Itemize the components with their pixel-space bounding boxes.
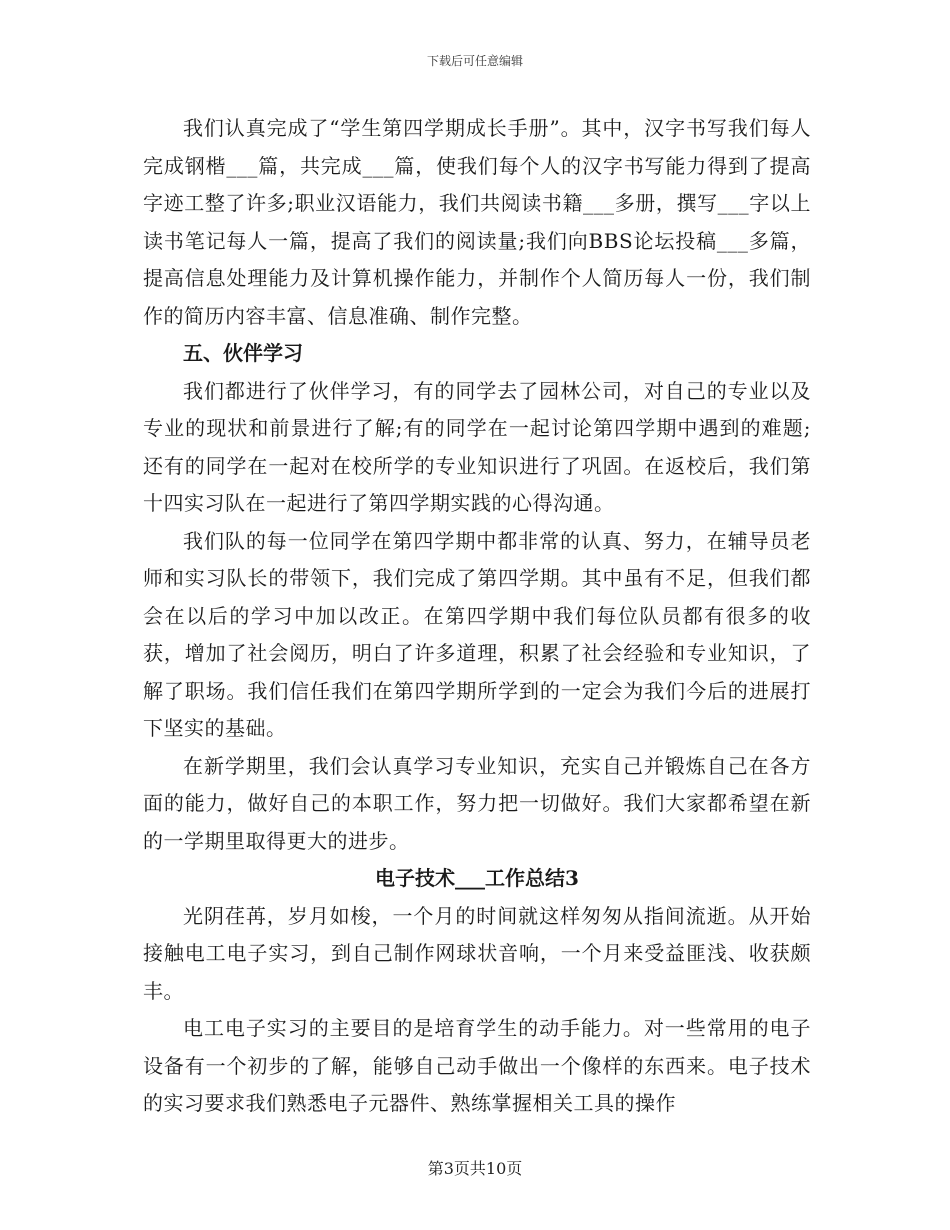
page-footer: 第3页共10页 <box>427 1159 523 1178</box>
paragraph-time-passes: 光阴荏苒，岁月如梭，一个月的时间就这样匆匆从指间流逝。从开始接触电工电子实习，到自己制作网球状音响，一个月来受益匪浅、收获颇丰。 <box>143 903 811 1003</box>
document-body <box>143 110 811 1123</box>
paragraph-growth-handbook: 我们认真完成了“学生第四学期成长手册”。其中，汉字书写我们每人完成钢楷___篇，共完成___篇，使我们每个人的汉字书写能力得到了提高字迹工整了许多;职业汉语能力，我们共阅读书籍___多册，撰写___字以上读书笔记每人一篇，提高了我们的阅读量;我们向BBS论坛投稿___多篇，提高信息处理能力及计算机操作能力，并制作个人简历每人一份，我们制作的简历内容丰富、信息准确、制作完整。 <box>143 116 811 328</box>
paragraph-internship-purpose: 电工电子实习的主要目的是培育学生的动手能力。对一些常用的电子设备有一个初步的了解，能够自己动手做出一个像样的东西来。电子技术的实习要求我们熟悉电子元器件、熟练掌握相关工具的操作 <box>143 1016 811 1115</box>
paragraph-partner-learning: 我们都进行了伙伴学习，有的同学去了园林公司，对自己的专业以及专业的现状和前景进行了解;有的同学在一起讨论第四学期中遇到的难题;还有的同学在一起对在校所学的专业知识进行了巩固。在返校后，我们第十四实习队在一起进行了第四学期实践的心得沟通。 <box>143 378 811 515</box>
document-title: 电子技术___工作总结3 <box>375 866 579 890</box>
header-note: 下载后可任意编辑 <box>426 54 523 68</box>
paragraph-new-semester: 在新学期里，我们会认真学习专业知识，充实自己并锻炼自己在各方面的能力，做好自己的本职工作，努力把一切做好。我们大家都希望在新的一学期里取得更大的进步。 <box>143 753 811 853</box>
paragraph-team-summary: 我们队的每一位同学在第四学期中都非常的认真、努力，在辅导员老师和实习队长的带领下，我们完成了第四学期。其中虽有不足，但我们都会在以后的学习中加以改正。在第四学期中我们每位队员都有很多的收获，增加了社会阅历，明白了许多道理，积累了社会经验和专业知识，了解了职场。我们信任我们在第四学期所学到的一定会为我们今后的进展打下坚实的基础。 <box>143 528 811 740</box>
section-heading-partner-learning: 五、伙伴学习 <box>183 341 303 365</box>
